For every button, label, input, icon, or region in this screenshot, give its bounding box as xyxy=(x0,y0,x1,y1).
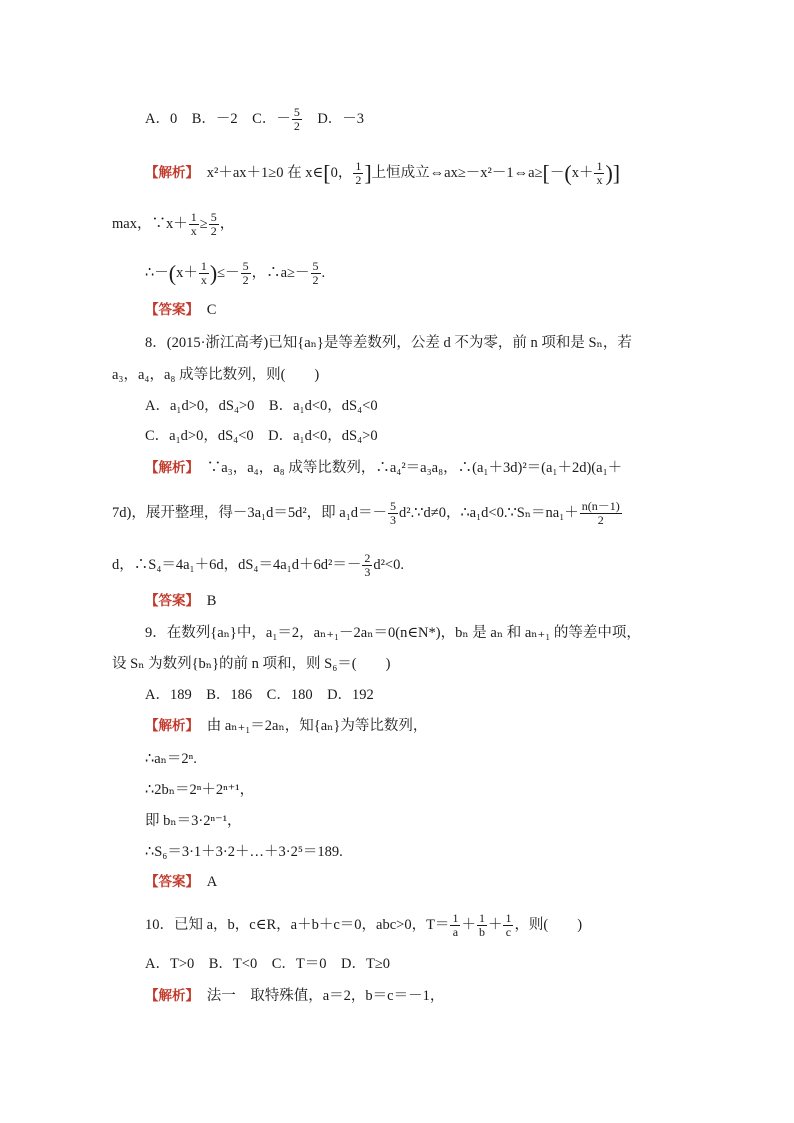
q9-stem-line1: 9．在数列{aₙ}中，a₁＝2，aₙ₊₁－2aₙ＝0(n∈N*)，bₙ 是 aₙ 和 aₙ₊₁ 的等差中项， xyxy=(145,625,641,641)
q8-options-ab: A．a₁d>0，dS₄>0 B．a₁d<0，dS₄<0 xyxy=(145,398,378,414)
q9-answer: 【答案】 A xyxy=(145,874,218,890)
q8-jiexi-line2: 7d)，展开整理，得－3a₁d＝5d²，即 a₁d＝－ $\frac{5}{3}$ d².∵d≠0，∴a₁d<0.∵Sₙ＝na₁＋ $\frac{n(n-1)}{2}$ xyxy=(112,499,620,527)
q9-jiexi-line4: 即 bₙ＝3·2ⁿ⁻¹， xyxy=(145,813,242,829)
q7-jiexi-line1: 【解析】 x²＋ax＋1≥0 在 x∈[0， $\frac{1}{2}$ ]上恒成立⇔ax≥－x²－1⇔a≥[－(x＋ $\frac{1}{x}$ )] xyxy=(145,159,621,187)
q9-stem-line2: 设 Sₙ 为数列{bₙ}的前 n 项和，则 S₆＝( ) xyxy=(112,656,391,672)
q8-stem-line1: 8．(2015·浙江高考)已知{aₙ}是等差数列，公差 d 不为零，前 n 项和是 Sₙ，若 xyxy=(145,335,632,351)
q7-jiexi-line3: ∴－(x＋ $\frac{1}{x}$ )≤－ $\frac{5}{2}$ ，∴a≥－ $\frac{5}{2}$ . xyxy=(145,259,326,287)
q10-options: A．T>0 B．T<0 C．T＝0 D．T≥0 xyxy=(145,956,391,972)
q8-jiexi-line3: d，∴S₄＝4a₁＋6d，dS₄＝4a₁d＋6d²＝－ $\frac{2}{3}$ d²<0. xyxy=(112,551,404,579)
q8-stem-line2: a₃，a₄，a₈ 成等比数列，则( ) xyxy=(112,367,320,383)
jiexi-tag: 【解析】 xyxy=(145,718,193,734)
q9-options: A．189 B．186 C．180 D．192 xyxy=(145,687,374,703)
q7-jiexi-line2: max，∵x＋ $\frac{1}{x}$ ≥ $\frac{5}{2}$ ， xyxy=(112,210,235,238)
q7-answer: 【答案】 C xyxy=(145,302,217,318)
q8-options-cd: C．a₁d>0，dS₄<0 D．a₁d<0，dS₄>0 xyxy=(145,428,378,444)
q8-answer: 【答案】 B xyxy=(145,593,217,609)
q9-jiexi-line1: 【解析】 由 aₙ₊₁＝2aₙ，知{aₙ}为等比数列， xyxy=(145,718,428,734)
q9-jiexi-line3: ∴2bₙ＝2ⁿ＋2ⁿ⁺¹， xyxy=(145,782,255,798)
q9-jiexi-line2: ∴aₙ＝2ⁿ. xyxy=(145,751,197,767)
q8-jiexi-line1: 【解析】 ∵a₃，a₄，a₈ 成等比数列，∴a₄²＝a₃a₈，∴(a₁＋3d)²＝(a₁＋2d)(a₁＋ xyxy=(145,460,623,476)
answer-tag: 【答案】 xyxy=(145,593,193,609)
answer-tag: 【答案】 xyxy=(145,302,193,318)
q10-jiexi-line1: 【解析】 法一 取特殊值，a＝2，b＝c＝－1， xyxy=(145,988,445,1004)
q9-jiexi-line5: ∴S₆＝3·1＋3·2＋…＋3·2⁵＝189. xyxy=(145,844,343,860)
jiexi-tag: 【解析】 xyxy=(145,460,193,476)
q10-stem: 10．已知 a，b，c∈R，a＋b＋c＝0，abc>0，T＝ $\frac{1}{a}$ ＋ $\frac{1}{b}$ ＋ $\frac{1}{c}$ ，则( ) xyxy=(145,911,583,939)
q7-options: A．0 B．－2 C．－ $\frac{5}{2}$ D．－3 xyxy=(145,105,365,133)
jiexi-tag: 【解析】 xyxy=(145,164,193,181)
jiexi-tag: 【解析】 xyxy=(145,988,193,1004)
answer-tag: 【答案】 xyxy=(145,874,193,890)
q7-opt-c-fraction: $\frac{5}{2}$ xyxy=(293,105,300,133)
